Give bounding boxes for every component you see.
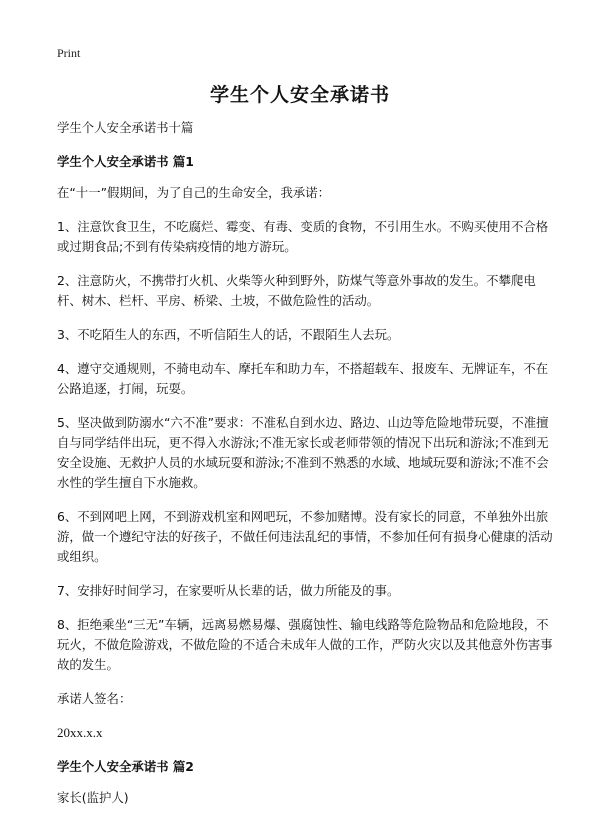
- section-heading-2: 学生个人安全承诺书 篇2: [57, 759, 194, 774]
- document-body: [57, 118, 557, 822]
- pledge-item-7: 7、安排好时间学习，在家要听从长辈的话，做力所能及的事。: [57, 583, 400, 598]
- document-title: 学生个人安全承诺书: [209, 84, 390, 106]
- signature-label: 承诺人签名：: [57, 691, 132, 706]
- pledge-item-4: 4、遵守交通规则，不骑电动车、摩托车和助力车，不搭超载车、报废车、无牌证车，不在公路追逐，打闹，玩耍。: [57, 361, 549, 396]
- pledge-item-5: 5、坚决做到防溺水“六不准”要求：不准私自到水边、路边、山边等危险地带玩耍，不准擅自与同学结伴出玩，更不得入水游泳;不准无家长或老师带领的情况下出玩和游泳;不准到无安全设施、无救护人员的水域玩耍和游泳;不准到不熟悉的水域、地域玩耍和游泳;不准不会水性的学生擅自下水施救。: [57, 415, 549, 490]
- document-subtitle: 学生个人安全承诺书十篇: [57, 120, 194, 135]
- pledge-item-3: 3、不吃陌生人的东西，不听信陌生人的话，不跟陌生人去玩。: [57, 327, 400, 342]
- signature-date: 20xx.x.x: [57, 725, 103, 740]
- print-label: Print: [57, 46, 81, 60]
- guardian-label: 家长(监护人): [57, 790, 129, 805]
- pledge-item-6: 6、不到网吧上网，不到游戏机室和网吧玩，不参加赌博。没有家长的同意，不单独外出旅游，做一个遵纪守法的好孩子，不做任何违法乱纪的事情，不参加任何有损身心健康的活动或组织。: [57, 509, 553, 564]
- pledge-item-8: 8、拒绝乘坐“三无”车辆，远离易燃易爆、强腐蚀性、输电线路等危险物品和危险地段，不玩火，不做危险游戏，不做危险的不适合未成年人做的工作，严防火灾以及其他意外伤害事故的发生。: [57, 617, 553, 672]
- section-heading-1: 学生个人安全承诺书 篇1: [57, 154, 194, 169]
- intro-paragraph: 在“十一”假期间，为了自己的生命安全，我承诺：: [57, 185, 331, 200]
- pledge-item-1: 1、注意饮食卫生，不吃腐烂、霉变、有毒、变质的食物，不引用生水。不购买使用不合格或过期食品;不到有传染病疫情的地方游玩。: [57, 219, 549, 254]
- pledge-item-2: 2、注意防火，不携带打火机、火柴等火种到野外，防煤气等意外事故的发生。不攀爬电杆、树木、栏杆、平房、桥梁、土坡，不做危险性的活动。: [57, 273, 536, 308]
